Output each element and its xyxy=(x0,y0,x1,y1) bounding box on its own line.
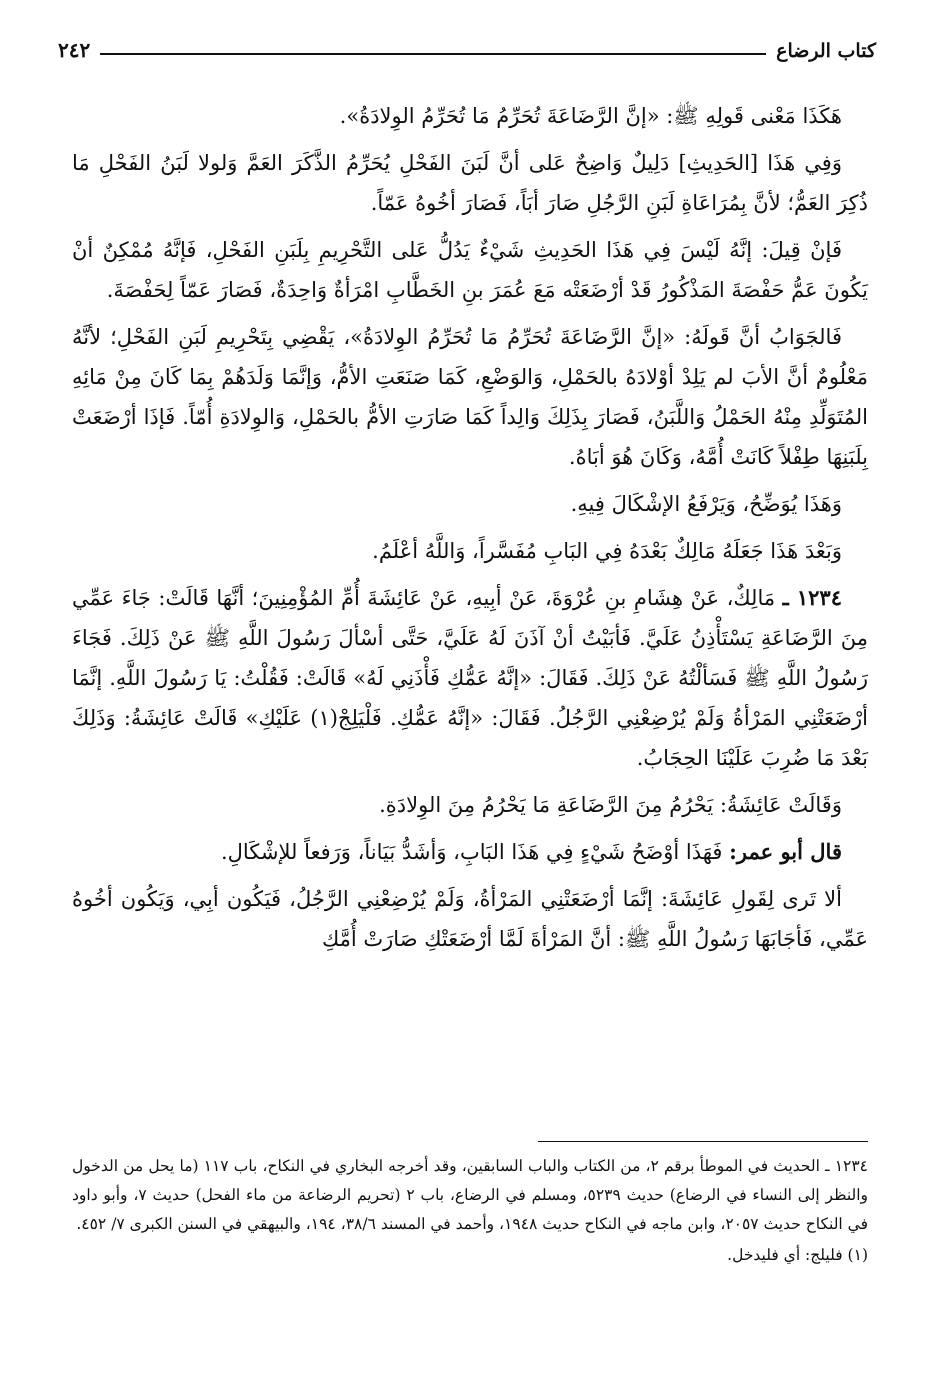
paragraph: وَبَعْدَ هَذَا جَعَلَهُ مَالِكٌ بَعْدَهُ فِي البَابِ مُفَسَّراً، وَاللَّهُ أعْلَمُ. xyxy=(372,539,842,563)
paragraph: فَإنْ قِيلَ: إنَّهُ لَيْسَ فِي هَذَا الحَدِيثِ شَيْءٌ يَدُلُّ عَلى التَّحْرِيمِ بِلَبَنِ الفَحْلِ، فَإنَّهُ مُمْكِنٌ أنْ يَكُونَ عَمُّ حَفْصَةَ المَذْكُورُ قَدْ أرْضَعَتْه مَعَ عُمَرَ بنِ الخَطَّابِ امْرَأةٌ وَاحِدَةٌ، فَصَارَ عَمّاً لِحَفْصَةَ. xyxy=(72,238,868,302)
page-header xyxy=(58,28,876,62)
footnotes xyxy=(72,1152,868,1270)
hadith-number: ١٢٣٤ ـ xyxy=(782,585,842,610)
header-rule xyxy=(100,53,766,55)
paragraph: وَفِي هَذَا [الحَدِيثِ] دَلِيلٌ وَاضِحٌ عَلى أنَّ لَبَنَ الفَحْلِ يُحَرِّمُ الذَّكَرَ العَمَّ وَلولا لَبَنُ الفَحْلِ مَا ذُكِرَ العَمُّ؛ لأنَّ بِمُرَاعَاةِ لَبَنِ الرَّجُلِ صَارَ أبَاً، فَصَارَ أخُوهُ عَمّاً. xyxy=(72,151,868,215)
abu-umar-text: فَهَذَا أوْضَحُ شَيْءٍ فِي هَذَا البَابِ، وَأشَدُّ بَيَاناً، وَرَفعاً للإشْكَالِ. xyxy=(220,840,723,864)
paragraph: فَالجَوَابُ أنَّ قَولَهُ: «إنَّ الرَّضَاعَةَ تُحَرِّمُ مَا تُحَرِّمُ الوِلادَةُ»، يَقْضِي بِتَحْرِيمِ لَبَنِ الفَحْلِ؛ لأنَّهُ مَعْلُومٌ أنَّ الأبَ لم يَلِدْ أوْلادَهُ بالحَمْلِ، وَالوَضْعِ، كَمَا صَنَعَتِ الأمُّ، وَإنَّمَا وَلَدَهُمْ بِمَا كَانَ مِنْ مَائِهِ المُتَوَلِّدِ مِنْهُ الحَمْلُ وَاللَّبَنُ، فَصَارَ بِذَلِكَ وَالِداً كَمَا صَارَتِ الأمُّ بالحَمْلِ، وَالوِلادَةِ أُمّاً. فَإذَا أرْضَعَتْ بِلَبَنِهَا طِفْلاً كَانَتْ أُمَّهُ، وَكَانَ هُوَ أبَاهُ. xyxy=(72,325,868,469)
aisha-saying: وَقَالَتْ عَائِشَةُ: يَحْرُمُ مِنَ الرَّضَاعَةِ مَا يَحْرُمُ مِنَ الوِلادَةِ. xyxy=(379,793,842,817)
hadith-paragraph xyxy=(72,578,868,778)
paragraph: هَكَذَا مَعْنى قَولِهِ ﷺ: «إنَّ الرَّضَاعَةَ تُحَرِّمُ مَا تُحَرِّمُ الوِلادَةُ». xyxy=(339,104,842,128)
paragraph: وَهَذَا يُوَضِّحُ، وَيَرْفَعُ الإشْكَالَ فِيهِ. xyxy=(570,492,842,516)
abu-umar-label: قال أبو عمر: xyxy=(729,839,842,864)
chapter-title: كتاب الرضاع xyxy=(776,40,876,62)
footnote-hadith: ١٢٣٤ ـ الحديث في الموطأ برقم ٢، من الكتاب والباب السابقين، وقد أخرجه البخاري في النكاح، باب ١١٧ (ما يحل من الدخول والنظر إلى النساء في الرضاع) حديث ٥٢٣٩، ومسلم في الرضاع، باب ٢ (تحريم الرضاعة من ماء الفحل) حديث ٧، وأبو داود في النكاح حديث ٢٠٥٧، وابن ماجه في النكاح حديث ١٩٤٨، وأحمد في المسند ٣٨/٦، ١٩٤، والبيهقي في السنن الكبرى ٧/ ٤٥٢. xyxy=(72,1157,869,1233)
page-number: ٢٤٢ xyxy=(58,38,91,62)
closing-paragraph: ألا تَرى لِقَولِ عَائِشَةَ: إنَّمَا أرْضَعَتْنِي المَرْأةُ، وَلَمْ يُرْضِعْنِي الرَّجُلُ، فَيَكُون أبِي، وَيَكُون أخُوهُ عَمِّي، فَأجَابَهَا رَسُولُ اللَّهِ ﷺ: أنَّ المَرْأةَ لَمَّا أرْضَعَتْكِ صَارَتْ أُمَّكِ xyxy=(72,887,868,951)
main-text xyxy=(72,96,868,966)
abu-umar-paragraph xyxy=(72,832,868,872)
footnote-1: (١) فليلج: أي فليدخل. xyxy=(727,1246,868,1264)
footnote-divider xyxy=(538,1141,868,1142)
hadith-text: مَالِكٌ، عَنْ هِشَامِ بنِ عُرْوَةَ، عَنْ أبِيهِ، عَنْ عَائِشَةَ أُمِّ المُؤْمِنِينَ؛ أنَّهَا قَالَتْ: جَاءَ عَمِّي مِنَ الرَّضَاعَةِ يَسْتَأْذِنُ عَلَيَّ. فَأبَيْتُ أنْ آذَنَ لَهُ عَلَيَّ، حَتَّى أسْألَ رَسُولَ اللَّهِ ﷺ عَنْ ذَلِكَ. فَجَاءَ رَسُولُ اللَّهِ ﷺ فَسَألْتُهُ عَنْ ذَلِكَ. فَقَالَ: «إنَّهُ عَمُّكِ فَأْذَنِي لَهُ» قَالَتْ: فَقُلْتُ: يَا رَسُولَ اللَّهِ. إنَّمَا أرْضَعَتْنِي المَرْأةُ وَلَمْ يُرْضِعْنِي الرَّجُلُ. فَقَالَ: «إنَّهُ عَمُّكِ. فَلْيَلِجْ(١) عَلَيْكِ» قَالَتْ عَائِشَةُ: وَذَلِكَ بَعْدَ مَا ضُرِبَ عَلَيْنَا الحِجَابُ. xyxy=(72,586,868,770)
